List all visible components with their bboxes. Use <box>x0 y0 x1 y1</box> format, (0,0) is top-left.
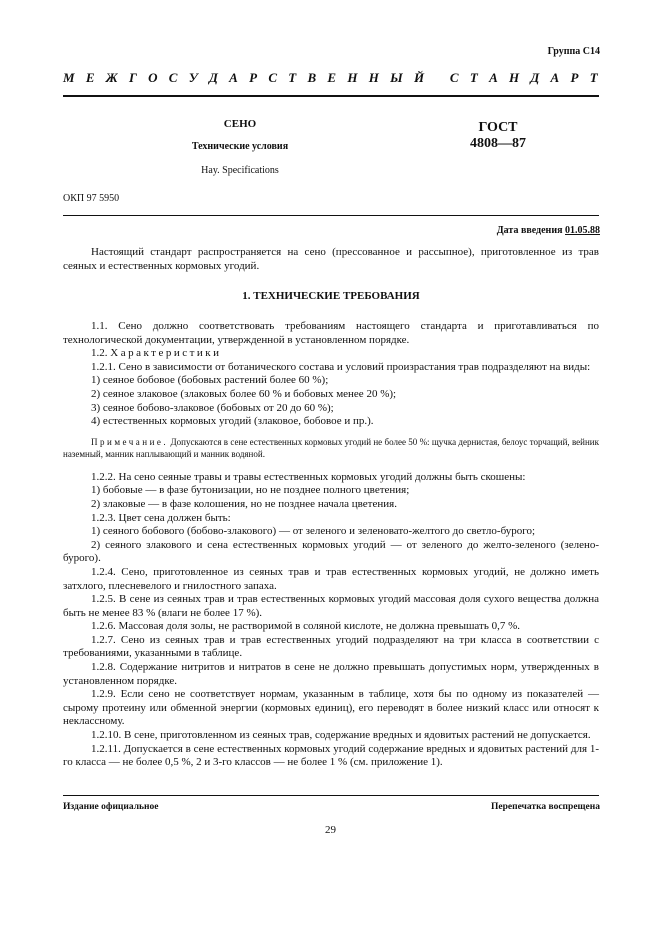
footer-rule <box>63 795 599 796</box>
banner-letter: Н <box>509 70 520 85</box>
list-item: 2) злаковые — в фазе колошения, но не позднее начала цветения. <box>91 497 397 510</box>
paragraph: 1.2.3. Цвет сена должен быть: <box>91 511 231 524</box>
intro-block <box>63 246 599 273</box>
banner-letter: Д <box>209 70 218 85</box>
paragraph: 1.2.10. В сене, приготовленном из сеяных трав, содержание вредных и ядовитых растений не допускается. <box>91 729 591 742</box>
introduction-date <box>497 225 600 236</box>
header-rule <box>63 95 599 97</box>
paragraph-number: 1.2. <box>91 347 111 360</box>
paragraph: 1.2.5. В сене из сеяных трав и трав естественных кормовых угодий массовая доля сухого вещества должна быть не менее 83 % (влаги не более 17 %). <box>63 593 599 619</box>
banner-letter: Н <box>368 70 379 85</box>
paragraph: 1.2.6. Массовая доля золы, не растворимой в соляной кислоте, не должна превышать 0,7 %. <box>91 620 521 633</box>
date-label: Дата введения <box>496 225 565 236</box>
list-item: 1) сеяного бобового (бобово-злакового) — от зеленого и зеленовато-желтого до светло-бурого; <box>91 525 536 538</box>
paragraph: 1.2.2. На сено сеяные травы и травы естественных кормовых угодий должны быть скошены: <box>91 470 526 483</box>
banner-letter: Т <box>288 70 297 85</box>
paragraph: 1.1. Сено должно соответствовать требованиям настоящего стандарта и приготавливаться по технологической документации, утвержденной в установленном порядке. <box>63 320 599 346</box>
note <box>63 436 599 460</box>
banner-letter: Т <box>589 70 598 85</box>
banner-letter <box>435 70 438 86</box>
banner-letter: Н <box>347 70 358 85</box>
body-text <box>63 320 599 770</box>
gost-label: ГОСТ <box>478 120 518 135</box>
paragraph-heading <box>63 347 599 361</box>
banner-letter: А <box>550 70 560 85</box>
banner-letter: Т <box>469 70 478 85</box>
intro-paragraph: Настоящий стандарт распространяется на сено (прессованное и рассыпное), приготовленное из трав сеяных и естественных кормовых угодий. <box>63 246 599 272</box>
banner-letter: О <box>148 70 158 85</box>
reprint-prohibited-note: Перепечатка воспрещена <box>490 802 600 812</box>
banner-letter: Ж <box>105 70 118 85</box>
paragraph: 1.2.8. Содержание нитритов и нитратов в сене не должно превышать допустимых норм, утвержденных в установленном порядке. <box>63 661 599 687</box>
date-value: 01.05.88 <box>565 225 600 236</box>
gost-number: 4808—87 <box>470 136 526 151</box>
banner-letter: С <box>268 70 277 85</box>
note-text: Допускаются в сене естественных кормовых угодий не более 50 %: щучка дернистая, белоус торчащий, вейник наземный, манник наплывающий и манник водяной. <box>63 436 599 459</box>
banner-letter: Е <box>85 70 95 85</box>
doc-english-title: Hay. Specifications <box>201 165 279 176</box>
banner-letter: А <box>229 70 238 85</box>
okp-rule <box>63 215 599 216</box>
banner-letter: Р <box>249 70 258 85</box>
banner-letter: Д <box>530 70 540 85</box>
interstate-standard-banner <box>63 70 598 86</box>
banner-letter: М <box>63 70 75 85</box>
official-edition-note: Издание официальное <box>63 802 159 812</box>
okp-code: ОКП 97 5950 <box>63 193 120 204</box>
banner-letter: Г <box>128 70 137 85</box>
banner-letter: У <box>188 70 198 85</box>
list-item: 3) сеяное бобово-злаковое (бобовых от 20 до 60 %); <box>91 401 334 414</box>
doc-title: СЕНО <box>223 118 257 130</box>
list-item: 4) естественных кормовых угодий (злаковое, бобовое и пр.). <box>91 415 374 428</box>
paragraph: 1.2.4. Сено, приготовленное из сеяных трав и трав естественных кормовых угодий, не должно иметь затхлого, плесневелого и гнилостного запаха. <box>63 565 599 592</box>
banner-letter: Й <box>414 70 425 85</box>
banner-letter: А <box>489 70 498 85</box>
doc-subtitle: Технические условия <box>191 141 289 152</box>
banner-letter: В <box>307 70 317 85</box>
paragraph: 1.2.9. Если сено не соответствует нормам, указанным в таблице, хотя бы по одному из показателей — сырому протеину или обменной энергии (кормовых единиц), его переводят в более низкий класс или относят к неклассному. <box>63 688 599 728</box>
paragraph: 1.2.1. Сено в зависимости от ботанического состава и условий произрастания трав подразделяют на виды: <box>91 360 591 373</box>
banner-letter: С <box>168 70 178 85</box>
paragraph-title: Характеристики <box>110 347 222 360</box>
paragraph: 1.2.7. Сено из сеяных трав и трав естественных угодий подразделяют на три класса в соответствии с требованиями, указанными в таблице. <box>63 633 599 660</box>
list-item: 1) сеяное бобовое (бобовых растений более 60 %); <box>91 374 329 387</box>
list-item: 2) сеяное злаковое (злаковых более 60 % и бобовых менее 20 %); <box>91 387 397 400</box>
banner-letter: Р <box>570 70 579 85</box>
note-label: Примечание. <box>91 436 169 447</box>
banner-letter: Е <box>327 70 337 85</box>
page-number: 29 <box>325 824 336 836</box>
list-item: 2) сеяного злакового и сена естественных кормовых угодий — от зеленого до желто-зеленого (зелено-бурого). <box>63 538 599 565</box>
group-code: Группа С14 <box>547 46 600 57</box>
paragraph: 1.2.11. Допускается в сене естественных кормовых угодий содержание вредных и ядовитых растений для 1-го класса — не более 0,5 %, 2 и 3-го классов — не более 1 % (см. приложение 1). <box>63 742 599 769</box>
banner-letter: Ы <box>390 70 403 85</box>
banner-letter: С <box>449 70 459 85</box>
section-title: 1. ТЕХНИЧЕСКИЕ ТРЕБОВАНИЯ <box>242 290 420 302</box>
list-item: 1) бобовые — в фазе бутонизации, но не позднее полного цветения; <box>91 484 410 497</box>
gost-designation <box>470 120 526 152</box>
